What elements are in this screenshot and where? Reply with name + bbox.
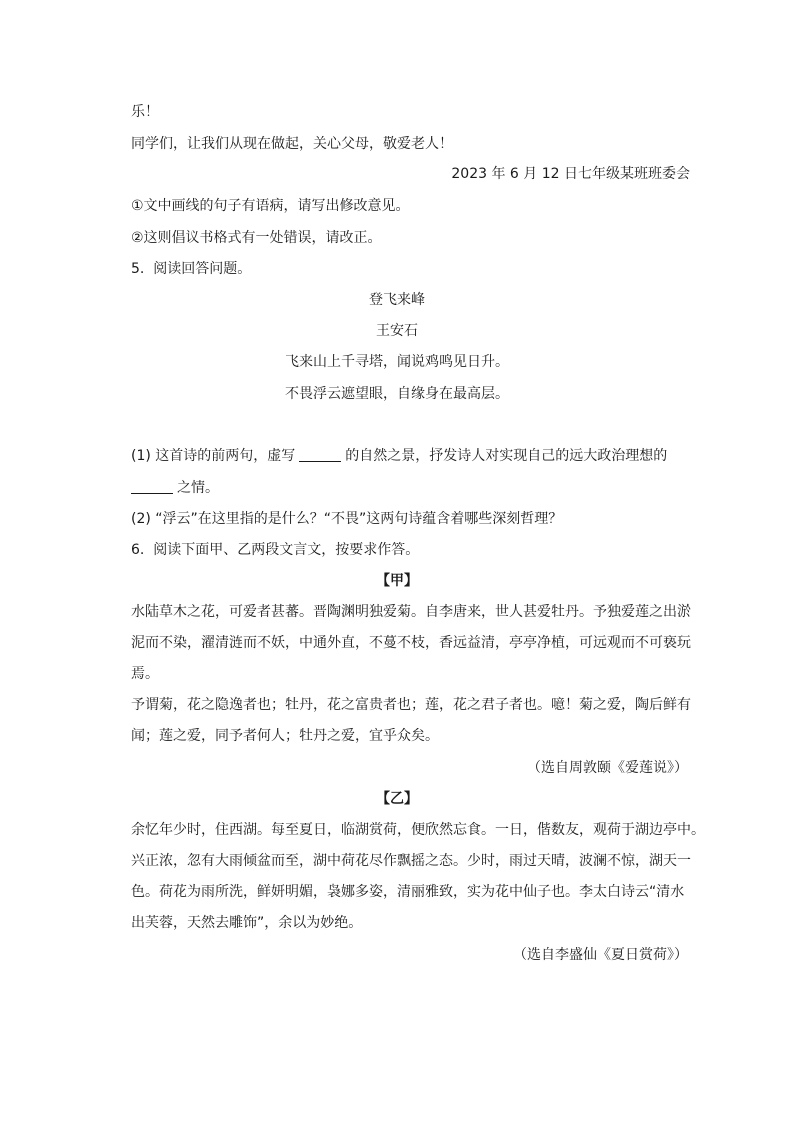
poem-title: 登飞来峰 [369,292,425,308]
q5-sub1 [131,446,667,466]
yi-heading: 【乙】 [376,791,418,807]
q6-prompt [131,540,419,560]
jia-line: 水陆草木之花，可爱者甚蕃。晋陶渊明独爱菊。自李唐来，世人甚爱牡丹。予独爱莲之出淤 [131,604,691,620]
letter-signature: 2023 年 6 月 12 日七年级某班班委会 [451,166,690,182]
jia-line: 闻；莲之爱，同予者何人；牡丹之爱，宜乎众矣。 [131,728,439,744]
poem-line-2: 不畏浮云遮望眼，自缘身在最高层。 [285,386,509,402]
q5-sub1-cont [131,478,219,498]
q4-sub2: ②这则倡议书格式有一处错误，请改正。 [131,230,382,246]
poem-author: 王安石 [376,323,418,339]
q6-prompt-text: 阅读下面甲、乙两段文言文，按要求作答。 [153,542,420,558]
q5-sub1-part-b: 的自然之景，抒发诗人对实现自己的远大政治理想的 [345,448,668,464]
q5-sub2: (2) “浮云”在这里指的是什么？“不畏”这两句诗蕴含着哪些深刻哲理？ [131,511,563,527]
answer-blank-1[interactable] [299,447,341,462]
q6-number: 6. [131,542,145,558]
jia-line: 焉。 [131,666,159,682]
jia-source: （选自周敦颐《爱莲说》） [527,760,688,776]
answer-blank-2[interactable] [131,479,173,494]
yi-line: 出芙蓉，天然去雕饰”，余以为妙绝。 [131,915,363,931]
yi-line: 兴正浓，忽有大雨倾盆而至，湖中荷花尽作飘摇之态。少时，雨过天晴，波澜不惊，湖天一 [131,853,691,869]
q5-prompt [131,259,251,279]
q5-sub1-part-a: (1) 这首诗的前两句，虚写 [131,448,296,464]
jia-line: 泥而不染，濯清涟而不妖，中通外直，不蔓不枝，香远益清，亭亭净植，可远观而不可亵玩 [131,635,691,651]
letter-line-end: 乐！ [131,104,159,120]
q5-number: 5. [131,261,145,277]
jia-heading: 【甲】 [376,573,418,589]
jia-line: 予谓菊，花之隐逸者也；牡丹，花之富贵者也；莲，花之君子者也。噫！菊之爱，陶后鲜有 [131,697,691,713]
q5-sub1-part-c: 之情。 [177,480,219,496]
q4-sub1: ①文中画线的句子有语病，请写出修改意见。 [131,198,410,214]
letter-appeal: 同学们，让我们从现在做起，关心父母，敬爱老人！ [131,136,453,152]
yi-line: 余忆年少时，住西湖。每至夏日，临湖赏荷，便欣然忘食。一日，偕数友，观荷于湖边亭中。 [131,822,705,838]
yi-source: （选自李盛仙《夏日赏荷》） [513,947,688,963]
poem-line-1: 飞来山上千寻塔，闻说鸡鸣见日升。 [285,354,509,370]
q5-prompt-text: 阅读回答问题。 [153,261,252,277]
yi-line: 色。荷花为雨所洗，鲜妍明媚，袅娜多姿，清丽雅致，实为花中仙子也。李太白诗云“清水 [131,884,685,900]
